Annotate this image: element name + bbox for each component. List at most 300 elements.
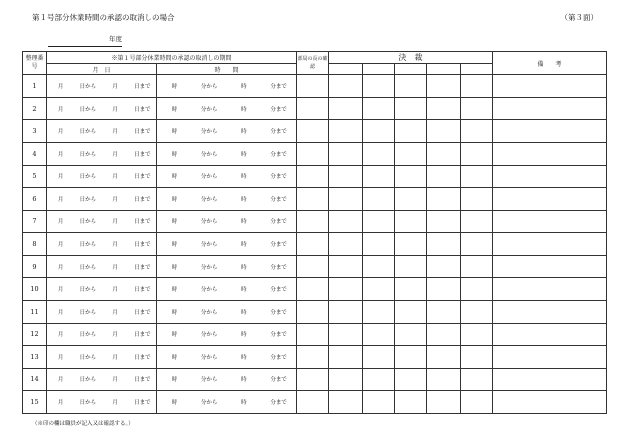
- fiscal-year-field: [48, 32, 122, 47]
- decision-cell[interactable]: [461, 368, 493, 391]
- decision-cell[interactable]: [363, 97, 395, 120]
- confirm-cell[interactable]: [297, 233, 329, 256]
- decision-cell[interactable]: [461, 120, 493, 143]
- remarks-cell[interactable]: [493, 142, 607, 165]
- month-label: 月: [57, 354, 64, 361]
- row-number: 3: [23, 120, 47, 143]
- decision-cell[interactable]: [363, 165, 395, 188]
- until-min-label: 分まで: [270, 354, 287, 361]
- fiscal-year-label: 年度: [109, 35, 122, 43]
- decision-cell[interactable]: [427, 300, 461, 323]
- month-label: 月: [57, 83, 64, 90]
- time-cell[interactable]: [157, 120, 297, 143]
- hour-label: 時: [241, 400, 247, 407]
- decision-cell[interactable]: [363, 323, 395, 346]
- decision-cell[interactable]: [363, 233, 395, 256]
- row-number: 5: [23, 165, 47, 188]
- decision-cell[interactable]: [395, 210, 427, 233]
- confirm-cell[interactable]: [297, 120, 329, 143]
- monthday-cell[interactable]: [47, 120, 157, 143]
- confirm-cell[interactable]: [297, 188, 329, 211]
- table-row: [23, 391, 607, 414]
- from-day-label: 日から: [79, 174, 97, 181]
- hour-label: 時: [171, 174, 178, 181]
- from-day-label: 日から: [79, 354, 97, 361]
- from-day-label: 日から: [79, 400, 97, 407]
- confirm-cell[interactable]: [297, 97, 329, 120]
- hour-label: 時: [241, 106, 247, 113]
- decision-cell[interactable]: [395, 255, 427, 278]
- remarks-cell[interactable]: [493, 165, 607, 188]
- decision-cell[interactable]: [461, 391, 493, 414]
- decision-cell: [427, 64, 461, 75]
- from-min-label: 分から: [200, 264, 218, 271]
- decision-cell[interactable]: [427, 346, 461, 369]
- decision-cell[interactable]: [329, 210, 363, 233]
- from-min-label: 分から: [200, 242, 218, 249]
- decision-cell[interactable]: [461, 323, 493, 346]
- remarks-cell[interactable]: [493, 210, 607, 233]
- from-day-label: 日から: [79, 264, 97, 271]
- until-min-label: 分まで: [270, 377, 287, 384]
- decision-cell[interactable]: [395, 346, 427, 369]
- row-number: 13: [23, 346, 47, 369]
- from-min-label: 分から: [200, 83, 218, 90]
- decision-cell[interactable]: [363, 75, 395, 98]
- month-label: 月: [57, 106, 64, 113]
- month-label: 月: [112, 219, 118, 226]
- remarks-cell[interactable]: [493, 300, 607, 323]
- monthday-cell[interactable]: [47, 188, 157, 211]
- decision-cell[interactable]: [329, 165, 363, 188]
- monthday-cell[interactable]: [47, 210, 157, 233]
- until-day-label: 日まで: [134, 354, 151, 361]
- monthday-cell[interactable]: [47, 300, 157, 323]
- row-number: 7: [23, 210, 47, 233]
- remarks-cell[interactable]: [493, 97, 607, 120]
- month-label: 月: [57, 174, 64, 181]
- decision-cell[interactable]: [427, 255, 461, 278]
- decision-cell[interactable]: [427, 323, 461, 346]
- decision-cell[interactable]: [329, 346, 363, 369]
- from-day-label: 日から: [79, 377, 97, 384]
- time-cell[interactable]: [157, 75, 297, 98]
- from-min-label: 分から: [200, 196, 218, 203]
- until-min-label: 分まで: [270, 264, 287, 271]
- remarks-cell[interactable]: [493, 255, 607, 278]
- hour-label: 時: [241, 309, 247, 316]
- decision-cell[interactable]: [395, 278, 427, 301]
- until-min-label: 分まで: [270, 83, 287, 90]
- row-number: 10: [23, 278, 47, 301]
- decision-cell[interactable]: [329, 120, 363, 143]
- until-day-label: 日まで: [134, 174, 151, 181]
- time-cell[interactable]: [157, 278, 297, 301]
- remarks-cell[interactable]: [493, 188, 607, 211]
- hour-label: 時: [241, 332, 247, 339]
- from-day-label: 日から: [79, 287, 97, 294]
- from-day-label: 日から: [79, 332, 97, 339]
- time-cell[interactable]: [157, 300, 297, 323]
- cancellation-table: [22, 51, 607, 414]
- table-body: [23, 75, 607, 414]
- from-min-label: 分から: [200, 332, 218, 339]
- time-cell[interactable]: [157, 391, 297, 414]
- decision-cell: [363, 64, 395, 75]
- decision-cell[interactable]: [461, 75, 493, 98]
- decision-cell[interactable]: [329, 300, 363, 323]
- table-row: [23, 188, 607, 211]
- time-cell[interactable]: [157, 188, 297, 211]
- month-label: 月: [112, 129, 118, 136]
- monthday-header: 月 日: [47, 64, 157, 75]
- table-row: [23, 278, 607, 301]
- row-number: 12: [23, 323, 47, 346]
- confirm-cell[interactable]: [297, 210, 329, 233]
- remarks-header: 備 考: [493, 52, 607, 75]
- decision-cell[interactable]: [329, 75, 363, 98]
- month-label: 月: [112, 106, 118, 113]
- table-row: [23, 300, 607, 323]
- from-day-label: 日から: [79, 129, 97, 136]
- confirm-cell[interactable]: [297, 255, 329, 278]
- until-day-label: 日まで: [134, 83, 151, 90]
- table-row: [23, 233, 607, 256]
- table-row: [23, 75, 607, 98]
- decision-cell[interactable]: [363, 255, 395, 278]
- monthday-cell[interactable]: [47, 323, 157, 346]
- decision-cell[interactable]: [427, 368, 461, 391]
- period-header: ※第１号部分休業時間の承認の取消しの期間: [47, 52, 297, 64]
- hour-label: 時: [171, 219, 178, 226]
- row-number: 11: [23, 300, 47, 323]
- month-label: 月: [112, 151, 118, 158]
- until-day-label: 日まで: [134, 377, 151, 384]
- decision-cell: [461, 64, 493, 75]
- decision-cell[interactable]: [461, 346, 493, 369]
- decision-cell[interactable]: [329, 368, 363, 391]
- decision-cell[interactable]: [395, 165, 427, 188]
- confirm-header: 部局の長の確認: [297, 52, 329, 75]
- row-number: 8: [23, 233, 47, 256]
- month-label: 月: [112, 287, 118, 294]
- until-day-label: 日まで: [134, 196, 151, 203]
- month-label: 月: [57, 129, 64, 136]
- monthday-cell[interactable]: [47, 368, 157, 391]
- decision-cell[interactable]: [363, 142, 395, 165]
- from-day-label: 日から: [79, 309, 97, 316]
- until-day-label: 日まで: [134, 242, 151, 249]
- row-number: 2: [23, 97, 47, 120]
- decision-cell[interactable]: [427, 142, 461, 165]
- decision-cell[interactable]: [427, 165, 461, 188]
- until-min-label: 分まで: [270, 106, 287, 113]
- hour-label: 時: [171, 332, 178, 339]
- page-number: （第３面）: [560, 13, 598, 22]
- until-min-label: 分まで: [270, 287, 287, 294]
- until-min-label: 分まで: [270, 174, 287, 181]
- remarks-cell[interactable]: [493, 120, 607, 143]
- decision-cell[interactable]: [461, 233, 493, 256]
- confirm-cell[interactable]: [297, 323, 329, 346]
- header-row-1: [23, 52, 607, 64]
- decision-cell[interactable]: [461, 300, 493, 323]
- decision-cell[interactable]: [427, 97, 461, 120]
- decision-cell[interactable]: [363, 278, 395, 301]
- time-cell[interactable]: [157, 255, 297, 278]
- month-label: 月: [112, 196, 118, 203]
- remarks-cell[interactable]: [493, 346, 607, 369]
- table-row: [23, 346, 607, 369]
- decision-cell: [329, 64, 363, 75]
- decision-cell[interactable]: [461, 278, 493, 301]
- until-day-label: 日まで: [134, 129, 151, 136]
- decision-cell[interactable]: [427, 75, 461, 98]
- monthday-cell[interactable]: [47, 142, 157, 165]
- month-label: 月: [112, 377, 118, 384]
- confirm-cell[interactable]: [297, 368, 329, 391]
- hour-label: 時: [241, 129, 247, 136]
- hour-label: 時: [171, 264, 178, 271]
- decision-cell[interactable]: [363, 300, 395, 323]
- until-day-label: 日まで: [134, 106, 151, 113]
- monthday-cell[interactable]: [47, 97, 157, 120]
- decision-cell[interactable]: [395, 188, 427, 211]
- from-day-label: 日から: [79, 196, 97, 203]
- confirm-cell[interactable]: [297, 391, 329, 414]
- month-label: 月: [57, 287, 64, 294]
- confirm-cell[interactable]: [297, 346, 329, 369]
- hour-label: 時: [171, 106, 178, 113]
- until-min-label: 分まで: [270, 242, 287, 249]
- until-day-label: 日まで: [134, 151, 151, 158]
- until-min-label: 分まで: [270, 332, 287, 339]
- decision-cell[interactable]: [395, 120, 427, 143]
- row-number: 9: [23, 255, 47, 278]
- remarks-cell[interactable]: [493, 233, 607, 256]
- row-number: 6: [23, 188, 47, 211]
- month-label: 月: [112, 400, 118, 407]
- confirm-cell[interactable]: [297, 142, 329, 165]
- decision-cell[interactable]: [329, 255, 363, 278]
- hour-label: 時: [241, 219, 247, 226]
- remarks-cell[interactable]: [493, 278, 607, 301]
- decision-cell[interactable]: [461, 142, 493, 165]
- hour-label: 時: [171, 129, 178, 136]
- time-cell[interactable]: [157, 165, 297, 188]
- row-number: 15: [23, 391, 47, 414]
- from-min-label: 分から: [200, 106, 218, 113]
- decision-cell[interactable]: [363, 210, 395, 233]
- decision-cell[interactable]: [363, 346, 395, 369]
- decision-cell[interactable]: [395, 391, 427, 414]
- hour-label: 時: [171, 83, 178, 90]
- month-label: 月: [112, 174, 118, 181]
- from-day-label: 日から: [79, 151, 97, 158]
- month-label: 月: [112, 354, 118, 361]
- decision-cell[interactable]: [395, 142, 427, 165]
- monthday-cell[interactable]: [47, 391, 157, 414]
- from-min-label: 分から: [200, 129, 218, 136]
- decision-cell[interactable]: [363, 368, 395, 391]
- from-min-label: 分から: [200, 309, 218, 316]
- row-number: 14: [23, 368, 47, 391]
- monthday-cell[interactable]: [47, 346, 157, 369]
- from-min-label: 分から: [200, 174, 218, 181]
- decision-cell[interactable]: [427, 278, 461, 301]
- until-min-label: 分まで: [270, 196, 287, 203]
- hour-label: 時: [241, 83, 247, 90]
- decision-cell[interactable]: [329, 97, 363, 120]
- month-label: 月: [112, 332, 118, 339]
- decision-cell[interactable]: [427, 210, 461, 233]
- serial-header: 整理番号: [23, 52, 47, 75]
- until-day-label: 日まで: [134, 219, 151, 226]
- hour-label: 時: [241, 354, 247, 361]
- from-day-label: 日から: [79, 106, 97, 113]
- decision-cell[interactable]: [395, 75, 427, 98]
- decision-cell[interactable]: [427, 233, 461, 256]
- month-label: 月: [57, 196, 64, 203]
- table-row: [23, 210, 607, 233]
- decision-header: 決 裁: [329, 52, 493, 64]
- hour-label: 時: [241, 287, 247, 294]
- monthday-cell[interactable]: [47, 75, 157, 98]
- table-row: [23, 368, 607, 391]
- hour-label: 時: [241, 264, 247, 271]
- decision-cell[interactable]: [363, 391, 395, 414]
- month-label: 月: [57, 400, 64, 407]
- time-cell[interactable]: [157, 142, 297, 165]
- decision-cell[interactable]: [461, 165, 493, 188]
- time-cell[interactable]: [157, 346, 297, 369]
- decision-cell[interactable]: [395, 300, 427, 323]
- time-cell[interactable]: [157, 233, 297, 256]
- decision-cell[interactable]: [395, 97, 427, 120]
- decision-cell[interactable]: [461, 188, 493, 211]
- hour-label: 時: [171, 196, 178, 203]
- table-row: [23, 120, 607, 143]
- until-min-label: 分まで: [270, 309, 287, 316]
- confirm-cell[interactable]: [297, 278, 329, 301]
- month-label: 月: [57, 377, 64, 384]
- from-min-label: 分から: [200, 354, 218, 361]
- from-min-label: 分から: [200, 219, 218, 226]
- month-label: 月: [112, 242, 118, 249]
- hour-label: 時: [241, 151, 247, 158]
- hour-label: 時: [241, 377, 247, 384]
- hour-label: 時: [171, 151, 178, 158]
- month-label: 月: [57, 151, 64, 158]
- hour-label: 時: [171, 309, 178, 316]
- decision-cell[interactable]: [461, 97, 493, 120]
- monthday-cell[interactable]: [47, 233, 157, 256]
- decision-cell[interactable]: [395, 233, 427, 256]
- decision-cell[interactable]: [329, 391, 363, 414]
- hour-label: 時: [241, 242, 247, 249]
- time-header: 時 間: [157, 64, 297, 75]
- decision-cell[interactable]: [427, 391, 461, 414]
- table-row: [23, 323, 607, 346]
- remarks-cell[interactable]: [493, 391, 607, 414]
- decision-cell[interactable]: [363, 120, 395, 143]
- hour-label: 時: [171, 242, 178, 249]
- until-min-label: 分まで: [270, 400, 287, 407]
- until-min-label: 分まで: [270, 151, 287, 158]
- until-day-label: 日まで: [134, 264, 151, 271]
- month-label: 月: [57, 309, 64, 316]
- remarks-cell[interactable]: [493, 323, 607, 346]
- until-day-label: 日まで: [134, 287, 151, 294]
- table-row: [23, 97, 607, 120]
- from-min-label: 分から: [200, 377, 218, 384]
- time-cell[interactable]: [157, 368, 297, 391]
- until-day-label: 日まで: [134, 400, 151, 407]
- from-day-label: 日から: [79, 83, 97, 90]
- decision-cell[interactable]: [395, 368, 427, 391]
- monthday-cell[interactable]: [47, 165, 157, 188]
- table-row: [23, 255, 607, 278]
- until-day-label: 日まで: [134, 309, 151, 316]
- remarks-cell[interactable]: [493, 75, 607, 98]
- hour-label: 時: [171, 400, 178, 407]
- hour-label: 時: [171, 287, 178, 294]
- monthday-cell[interactable]: [47, 278, 157, 301]
- from-min-label: 分から: [200, 400, 218, 407]
- decision-cell[interactable]: [329, 188, 363, 211]
- time-cell[interactable]: [157, 97, 297, 120]
- table-row: [23, 165, 607, 188]
- form-title: 第１号部分休業時間の承認の取消しの場合: [32, 13, 175, 22]
- remarks-cell[interactable]: [493, 368, 607, 391]
- decision-cell[interactable]: [363, 188, 395, 211]
- until-min-label: 分まで: [270, 129, 287, 136]
- monthday-cell[interactable]: [47, 255, 157, 278]
- confirm-cell[interactable]: [297, 165, 329, 188]
- decision-cell[interactable]: [329, 233, 363, 256]
- from-min-label: 分から: [200, 287, 218, 294]
- decision-cell[interactable]: [395, 323, 427, 346]
- table-row: [23, 142, 607, 165]
- confirm-cell[interactable]: [297, 300, 329, 323]
- month-label: 月: [57, 219, 64, 226]
- decision-cell[interactable]: [427, 188, 461, 211]
- decision-cell[interactable]: [461, 210, 493, 233]
- footer-note: （※印の欄は職員が記入又は確認する。）: [32, 421, 134, 427]
- decision-cell[interactable]: [329, 323, 363, 346]
- decision-cell[interactable]: [329, 142, 363, 165]
- hour-label: 時: [241, 174, 247, 181]
- hour-label: 時: [171, 377, 178, 384]
- month-label: 月: [57, 264, 64, 271]
- decision-cell[interactable]: [427, 120, 461, 143]
- month-label: 月: [57, 242, 64, 249]
- hour-label: 時: [241, 196, 247, 203]
- decision-cell[interactable]: [329, 278, 363, 301]
- decision-cell: [395, 64, 427, 75]
- month-label: 月: [112, 264, 118, 271]
- time-cell[interactable]: [157, 323, 297, 346]
- month-label: 月: [112, 309, 118, 316]
- confirm-cell[interactable]: [297, 75, 329, 98]
- from-day-label: 日から: [79, 219, 97, 226]
- hour-label: 時: [171, 354, 178, 361]
- until-min-label: 分まで: [270, 219, 287, 226]
- row-number: 1: [23, 75, 47, 98]
- decision-cell[interactable]: [461, 255, 493, 278]
- month-label: 月: [57, 332, 64, 339]
- time-cell[interactable]: [157, 210, 297, 233]
